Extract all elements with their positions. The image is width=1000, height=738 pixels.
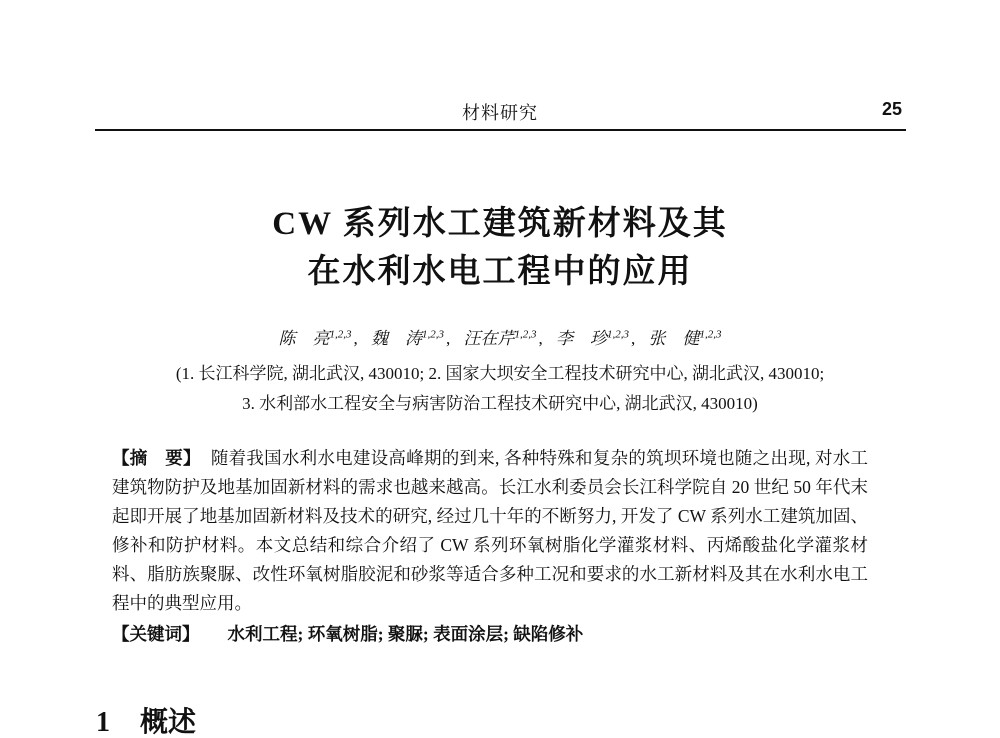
affiliation-line-2: 3. 水利部水工程安全与病害防治工程技术研究中心, 湖北武汉, 430010) <box>242 394 758 413</box>
author-separator: , <box>538 329 543 348</box>
author <box>649 329 722 348</box>
section-number: 1 <box>96 707 110 738</box>
author-name: 陈 亮 <box>278 329 330 348</box>
author-list <box>0 324 1000 349</box>
author-affil-sup: 1,2,3 <box>607 328 629 341</box>
section-title: 概述 <box>140 707 197 738</box>
paper-title-line-1: CW 系列水工建筑新材料及其 <box>272 206 728 242</box>
running-head: 材料研究 <box>462 103 538 123</box>
paper-title <box>0 200 1000 296</box>
author <box>371 329 444 348</box>
author <box>556 329 629 348</box>
author-affil-sup: 1,2,3 <box>422 328 444 341</box>
author-name: 魏 涛 <box>371 329 422 348</box>
author-name: 张 健 <box>648 329 700 348</box>
author-affil-sup: 1,2,3 <box>329 328 352 341</box>
author-name: 汪在芹 <box>463 329 515 348</box>
affiliations <box>0 359 1000 419</box>
section-heading <box>96 700 196 738</box>
author-separator: , <box>631 329 636 348</box>
abstract-text: 随着我国水利水电建设高峰期的到来, 各种特殊和复杂的筑坝环境也随之出现, 对水工建筑物防护及地基加固新材料的需求也越来越高。长江水利委员会长江科学院自 20 世纪 50 年代末起即开展了地基加固新材料及技术的研究, 经过几十年的不断努力, 开发了 CW 系列水工建筑加固、修补和防护材料。本文总结和综合介绍了 CW 系列环氧树脂化学灌浆材料、丙烯酸盐化学灌浆材料、脂肪族聚脲、改性环氧树脂胶泥和砂浆等适合多种工况和要求的水工新材料及其在水利水电工程中的典型应用。 <box>112 448 869 613</box>
author <box>464 329 537 348</box>
abstract-label: 【摘 要】 <box>112 448 201 468</box>
author-separator: , <box>446 329 451 348</box>
author-separator: , <box>353 329 358 348</box>
abstract <box>112 444 868 618</box>
author <box>279 329 352 348</box>
header-rule <box>95 129 906 131</box>
keywords-label: 【关键词】 <box>112 624 200 644</box>
affiliation-line-1: (1. 长江科学院, 湖北武汉, 430010; 2. 国家大坝安全工程技术研究中心, 湖北武汉, 430010; <box>175 364 825 383</box>
author-affil-sup: 1,2,3 <box>699 328 722 341</box>
keywords <box>112 620 868 649</box>
author-name: 李 珍 <box>556 329 607 348</box>
paper-title-line-2: 在水利水电工程中的应用 <box>307 254 693 290</box>
page-number: 25 <box>881 99 902 119</box>
author-affil-sup: 1,2,3 <box>514 328 537 341</box>
keywords-text: 水利工程; 环氧树脂; 聚脲; 表面涂层; 缺陷修补 <box>227 624 584 644</box>
